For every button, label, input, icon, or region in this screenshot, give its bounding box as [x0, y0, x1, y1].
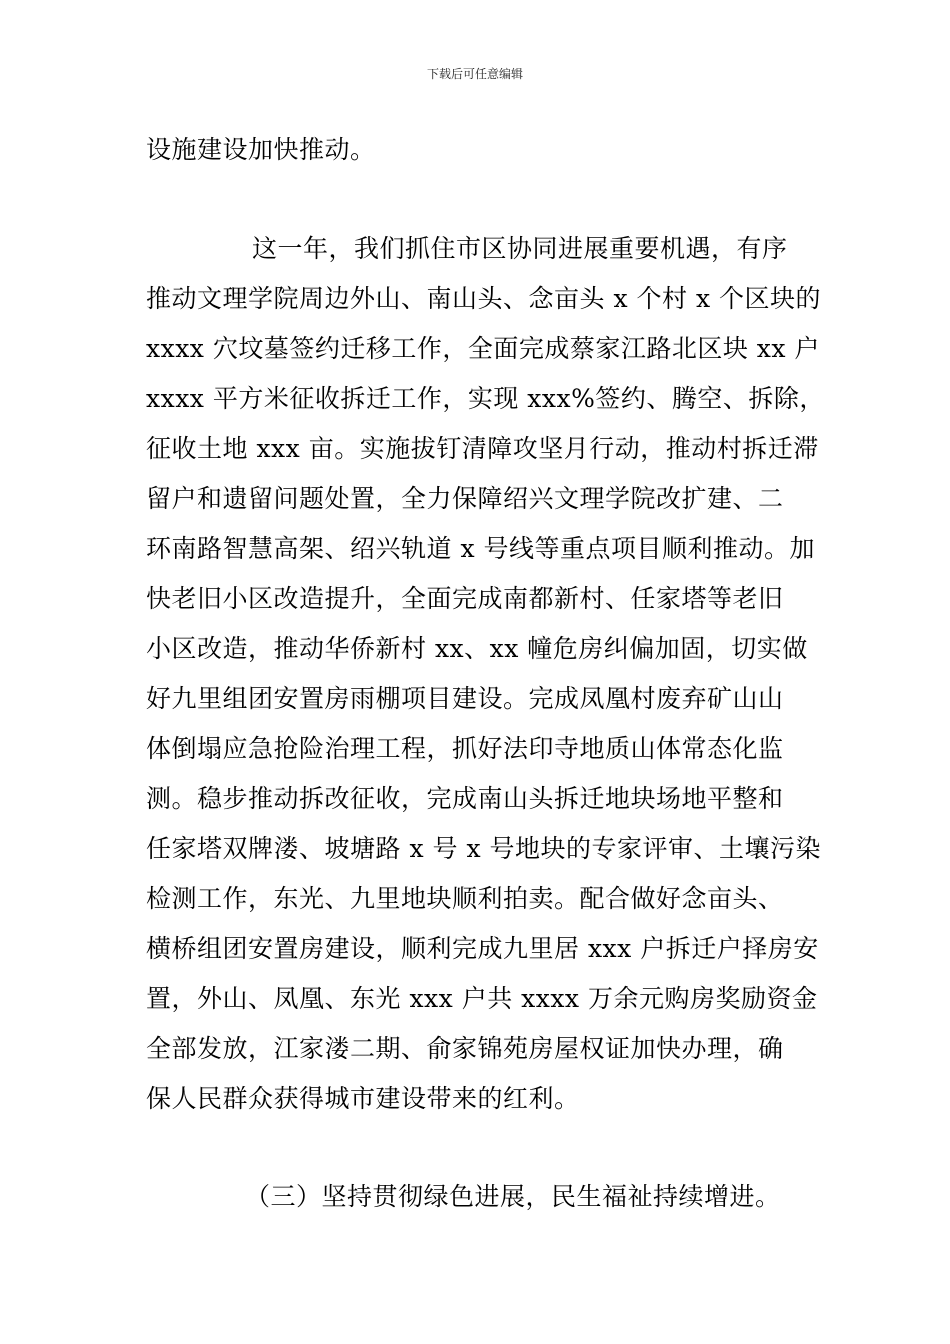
- paragraph-line: 检测工作，东光、九里地块顺利拍卖。配合做好念亩头、: [146, 884, 784, 913]
- paragraph-line: 体倒塌应急抢险治理工程，抓好法印寺地质山体常态化监: [146, 734, 784, 763]
- paragraph-line: 推动文理学院周边外山、南山头、念亩头 x 个村 x 个区块的: [146, 284, 821, 313]
- paragraph-line: 横桥组团安置房建设，顺利完成九里居 xxx 户拆迁户择房安: [146, 934, 819, 963]
- paragraph-line: 留户和遗留问题处置，全力保障绍兴文理学院改扩建、二: [146, 484, 784, 513]
- paragraph-line: 环南路智慧高架、绍兴轨道 x 号线等重点项目顺利推动。加: [146, 534, 815, 563]
- paragraph-line: 征收土地 xxx 亩。实施拔钉清障攻坚月行动，推动村拆迁滞: [146, 434, 819, 463]
- page-header: 下载后可任意编辑: [426, 67, 523, 81]
- paragraph-line: 保人民群众获得城市建设带来的红利。: [146, 1084, 580, 1113]
- paragraph-line: 置，外山、凤凰、东光 xxx 户共 xxxx 万余元购房奖励资金: [146, 984, 818, 1013]
- continuation-line: 设施建设加快推动。: [146, 135, 376, 164]
- paragraph-line: 好九里组团安置房雨棚项目建设。完成凤凰村废弃矿山山: [146, 684, 784, 713]
- paragraph-line: 小区改造，推动华侨新村 xx、xx 幢危房纠偏加固，切实做: [146, 634, 808, 663]
- paragraph-line: 全部发放，江家溇二期、俞家锦苑房屋权证加快办理，确: [146, 1034, 784, 1063]
- paragraph-line: 测。稳步推动拆改征收，完成南山头拆迁地块场地平整和: [146, 784, 784, 813]
- section-heading: （三）坚持贯彻绿色进展，民生福祉持续增进。: [245, 1182, 781, 1211]
- paragraph-line: xxxx 穴坟墓签约迁移工作，全面完成蔡家江路北区块 xx 户: [146, 334, 820, 363]
- paragraph-line: 这一年，我们抓住市区协同进展重要机遇，有序: [252, 234, 788, 263]
- paragraph-line: xxxx 平方米征收拆迁工作，实现 xxx%签约、腾空、拆除，: [146, 384, 825, 413]
- paragraph-line: 任家塔双牌溇、坡塘路 x 号 x 号地块的专家评审、土壤污染: [146, 834, 821, 863]
- paragraph-line: 快老旧小区改造提升，全面完成南都新村、任家塔等老旧: [146, 584, 784, 613]
